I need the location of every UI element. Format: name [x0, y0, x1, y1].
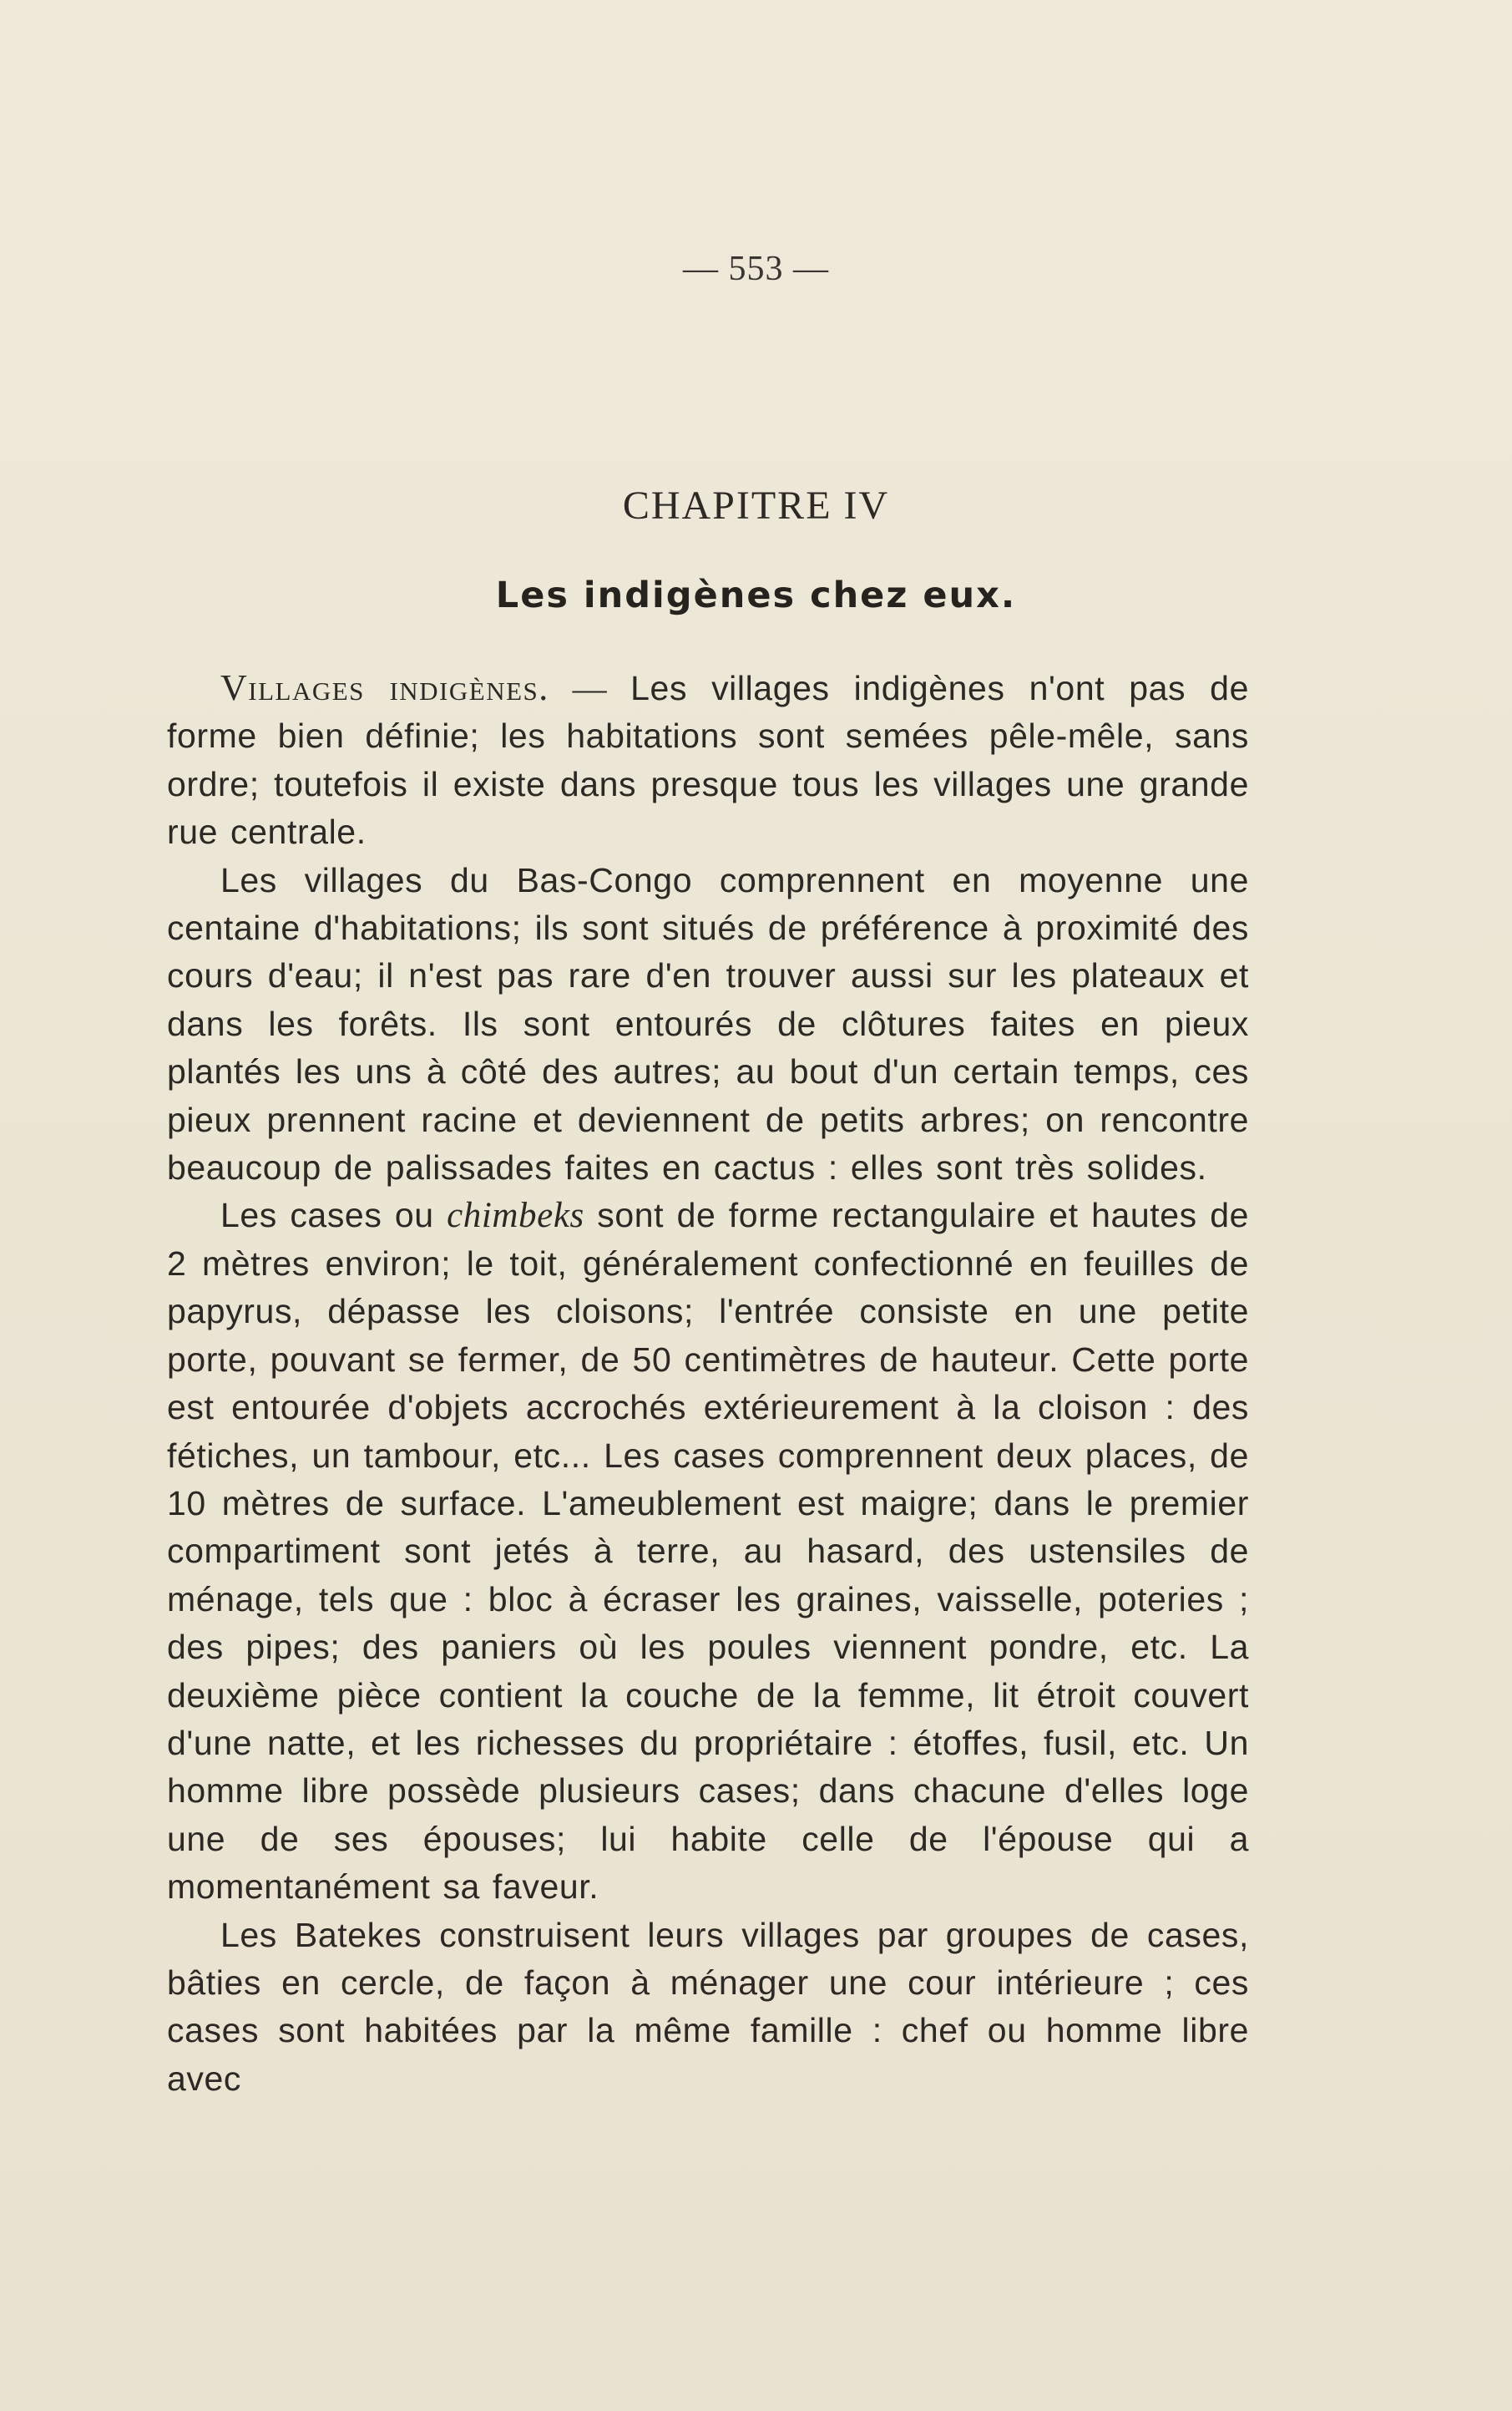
heading-dash: — — [549, 669, 631, 707]
chapter-subtitle: Les indigènes chez eux. — [495, 575, 1017, 616]
body-text — [167, 664, 1249, 2103]
paragraph-text-after: sont de forme rectangulaire et hautes de 2 mètres environ; le toit, généralement confectionné en feuilles de papyrus, dépasse les cloisons; l'entrée consiste en une petite porte, pouvant se fermer, de 50 centimètres de hauteur. Cette porte est entourée d'objets accrochés extérieurement à la cloison : des fétiches, un tambour, etc... Les cases comprennent deux places, de 10 mètres de surface. L'ameublement est maigre; dans le premier compartiment sont jetés à terre, au hasard, des ustensiles de ménage, tels que : bloc à écraser les graines, vaisselle, poteries ; des pipes; des paniers où les poules viennent pondre, etc. La deuxième pièce contient la couche de la femme, lit étroit couvert d'une natte, et les richesses du propriétaire : étoffes, fusil, etc. Un homme libre possède plusieurs cases; dans chacune d'elles loge une de ses épouses; lui habite celle de l'épouse qui a momentanément sa faveur. — [167, 1196, 1249, 1907]
paragraph-text: Les villages du Bas-Congo comprennent en moyenne une centaine d'habitations; ils sont situés de préférence à proximité des cours d'eau; il n'est pas rare d'en trouver aussi sur les plateaux et dans les forêts. Ils sont entourés de clôtures faites en pieux plantés les uns à côté des autres; au bout d'un certain temps, ces pieux prennent racine et deviennent de petits arbres; on rencontre beaucoup de palissades faites en cactus : elles sont très solides. — [167, 860, 1249, 1188]
paragraph-bas-congo — [167, 857, 1249, 1193]
paragraph-text-before: Les cases ou — [220, 1196, 448, 1235]
chapter-title: CHAPITRE IV — [622, 484, 890, 528]
paragraph-text: Les villages indigènes n'ont pas de forme bien définie; les habitations sont semées pêle-mêle, sans ordre; toutefois il existe dans presque tous les villages une grande rue centrale. — [167, 669, 1249, 852]
page-number: — 553 — — [683, 250, 829, 288]
section-heading: Villages indigènes. — [220, 667, 549, 708]
paragraph-batekes — [167, 1912, 1249, 2104]
paragraph-text: Les Batekes construisent leurs villages par groupes de cases, bâties en cercle, de façon à ménager une cour intérieure ; ces cases sont habitées par la même famille : chef ou homme libre avec — [167, 1915, 1249, 2098]
italic-term: chimbeks — [447, 1196, 584, 1236]
paragraph-villages — [167, 664, 1249, 857]
paragraph-cases — [167, 1192, 1249, 1911]
